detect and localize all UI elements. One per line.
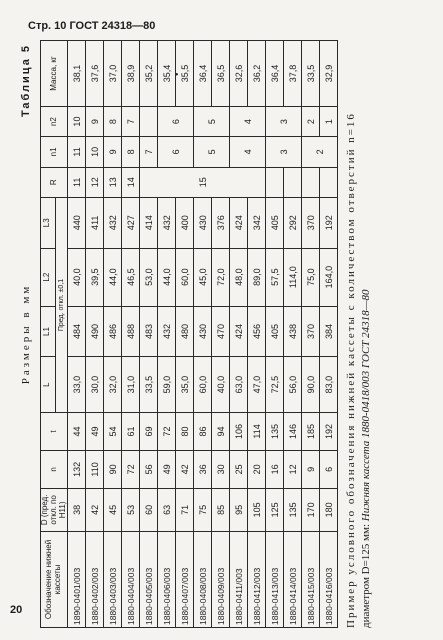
- table-row: [68, 41, 86, 628]
- col-header: D (пред. откл. по H11): [41, 488, 68, 531]
- table-cell: 35,5: [176, 41, 194, 107]
- table-cell: 11: [68, 137, 86, 167]
- table-cell: 30: [212, 450, 230, 488]
- table-cell: 44,0: [158, 248, 176, 306]
- table-cell: 38: [68, 488, 86, 531]
- table-cell: 20: [248, 450, 266, 488]
- table-cell: 135: [284, 488, 302, 531]
- tolerance-note: Пред. откл. ±0,1: [55, 197, 68, 412]
- table-cell: 45,0: [194, 248, 212, 306]
- cassette-designation-cell: 1880-0404/003: [122, 531, 140, 627]
- table-cell: 192: [320, 412, 338, 450]
- rotated-content: [20, 40, 432, 628]
- table-cell: 384: [320, 306, 338, 357]
- table-cell: 49: [158, 450, 176, 488]
- table-cell: 4: [230, 137, 266, 167]
- cassette-designation-cell: 1880-0411/003: [230, 531, 248, 627]
- table-cell: 432: [104, 197, 122, 248]
- caption-table-label: Таблица 5: [20, 44, 32, 118]
- table-cell: 59,0: [158, 357, 176, 413]
- table-header-row: [41, 41, 56, 628]
- table-cell: 83,0: [320, 357, 338, 413]
- table-cell: 35,0: [176, 357, 194, 413]
- table-row: [158, 41, 176, 628]
- table-cell: 411: [86, 197, 104, 248]
- table-cell: 37,0: [104, 41, 122, 107]
- table-cell: 490: [86, 306, 104, 357]
- table-cell: 9: [104, 137, 122, 167]
- table-cell: 414: [140, 197, 158, 248]
- table-cell: 39,5: [86, 248, 104, 306]
- table-cell: 7: [140, 137, 158, 167]
- table-cell: 36,4: [266, 41, 284, 107]
- table-cell: 75: [194, 488, 212, 531]
- page-number: 20: [10, 604, 23, 616]
- table-cell: 36,4: [194, 41, 212, 107]
- table-cell: 132: [68, 450, 86, 488]
- table-cell: 427: [122, 197, 140, 248]
- col-header: L2: [41, 248, 56, 306]
- table-cell: 15: [140, 167, 266, 197]
- col-header: Обозначение нижней кассеты: [41, 531, 68, 627]
- table-cell: 60,0: [194, 357, 212, 413]
- table-cell: 48,0: [230, 248, 248, 306]
- table-cell: 45: [104, 488, 122, 531]
- dimensions-table: [40, 40, 338, 628]
- table-cell: 2: [302, 106, 320, 136]
- table-cell: 94: [212, 412, 230, 450]
- table-cell: 1: [320, 106, 338, 136]
- cassette-designation-cell: 1890-0401/003: [68, 531, 86, 627]
- table-cell: 49: [86, 412, 104, 450]
- table-cell: 430: [194, 306, 212, 357]
- table-cell: 72,5: [266, 357, 284, 413]
- col-header: n1: [41, 137, 68, 167]
- table-cell: 35,4: [158, 41, 176, 107]
- cassette-designation-cell: 1880-0414/003: [284, 531, 302, 627]
- table-cell: 483: [140, 306, 158, 357]
- table-cell: 106: [230, 412, 248, 450]
- caption-row: [20, 40, 40, 628]
- table-cell: 40,0: [68, 248, 86, 306]
- table-cell: 105: [248, 488, 266, 531]
- table-cell: 486: [104, 306, 122, 357]
- cassette-designation-cell: 1880-0406/003: [158, 531, 176, 627]
- table-cell: 36,5: [212, 41, 230, 107]
- table-cell: [266, 167, 284, 197]
- table-cell: [140, 106, 158, 136]
- cassette-designation-cell: 1880-0412/003: [248, 531, 266, 627]
- col-header: n: [41, 450, 68, 488]
- table-cell: 56: [140, 450, 158, 488]
- table-row: [302, 41, 320, 628]
- table-cell: 12: [284, 450, 302, 488]
- table-cell: 185: [302, 412, 320, 450]
- cassette-designation-cell: 1880-0402/003: [86, 531, 104, 627]
- footer-line-2: [359, 40, 374, 628]
- table-cell: 180: [320, 488, 338, 531]
- table-cell: 30,0: [86, 357, 104, 413]
- table-cell: 480: [176, 306, 194, 357]
- table-cell: 376: [212, 197, 230, 248]
- table-cell: 86: [194, 412, 212, 450]
- table-cell: 16: [266, 450, 284, 488]
- footer-example: [344, 40, 374, 628]
- table-cell: 488: [122, 306, 140, 357]
- table-row: [122, 41, 140, 628]
- table-cell: 2: [302, 137, 338, 167]
- table-cell: 75,0: [302, 248, 320, 306]
- table-row: [230, 41, 248, 628]
- table-row: [104, 41, 122, 628]
- col-header: t: [41, 412, 68, 450]
- table-cell: 432: [158, 197, 176, 248]
- col-header: L1: [41, 306, 56, 357]
- table-cell: 32,0: [104, 357, 122, 413]
- table-cell: 342: [248, 197, 266, 248]
- table-cell: 46,5: [122, 248, 140, 306]
- table-cell: 114,0: [284, 248, 302, 306]
- table-cell: 8: [104, 106, 122, 136]
- table-cell: 37,6: [86, 41, 104, 107]
- table-cell: 71: [176, 488, 194, 531]
- footer-prefix: диаметром D=125 мм:: [360, 523, 373, 628]
- table-cell: 25: [230, 450, 248, 488]
- col-header: n2: [41, 106, 68, 136]
- table-cell: 440: [68, 197, 86, 248]
- table-cell: [284, 167, 302, 197]
- table-cell: 192: [320, 197, 338, 248]
- table-cell: 32,6: [230, 41, 248, 107]
- table-cell: 470: [212, 306, 230, 357]
- table-cell: 36,2: [248, 41, 266, 107]
- table-cell: 125: [266, 488, 284, 531]
- col-header: L: [41, 357, 56, 413]
- cassette-designation-cell: 1880-0407/003: [176, 531, 194, 627]
- table-cell: 33,5: [302, 41, 320, 107]
- table-cell: 85: [212, 488, 230, 531]
- table-cell: 60: [140, 488, 158, 531]
- table-cell: 438: [284, 306, 302, 357]
- table-cell: 370: [302, 306, 320, 357]
- table-cell: 5: [194, 137, 230, 167]
- table-cell: 405: [266, 306, 284, 357]
- table-cell: 44,0: [104, 248, 122, 306]
- col-header: R: [41, 167, 68, 197]
- table-cell: 9: [86, 106, 104, 136]
- table-cell: 164,0: [320, 248, 338, 306]
- table-row: [86, 41, 104, 628]
- table-cell: 90: [104, 450, 122, 488]
- table-cell: 69: [140, 412, 158, 450]
- table-cell: 10: [68, 106, 86, 136]
- footer-designation: Нижняя кассета 1880-0418/003 ГОСТ 24318—80: [360, 289, 373, 522]
- table-cell: 38,1: [68, 41, 86, 107]
- table-row: [320, 41, 338, 628]
- table-cell: 42: [176, 450, 194, 488]
- table-cell: 10: [86, 137, 104, 167]
- cassette-designation-cell: 1880-0416/003: [320, 531, 338, 627]
- table-cell: 114: [248, 412, 266, 450]
- table-cell: 72: [158, 412, 176, 450]
- table-cell: 37,8: [284, 41, 302, 107]
- table-row: [266, 41, 284, 628]
- col-header: L3: [41, 197, 56, 248]
- table-cell: 424: [230, 197, 248, 248]
- table-row: [194, 41, 212, 628]
- table-cell: 31,0: [122, 357, 140, 413]
- table-body: [68, 41, 338, 628]
- table-cell: 63,0: [230, 357, 248, 413]
- table-cell: 47,0: [248, 357, 266, 413]
- table-cell: 4: [230, 106, 266, 136]
- table-cell: 170: [302, 488, 320, 531]
- table-cell: [302, 167, 320, 197]
- table-cell: 484: [68, 306, 86, 357]
- table-cell: 12: [86, 167, 104, 197]
- table-cell: 90,0: [302, 357, 320, 413]
- table-cell: 7: [122, 106, 140, 136]
- table-cell: 6: [158, 137, 194, 167]
- table-cell: 400: [176, 197, 194, 248]
- page-header: Стр. 10 ГОСТ 24318—80: [28, 20, 156, 32]
- table-cell: 53,0: [140, 248, 158, 306]
- table-cell: 72,0: [212, 248, 230, 306]
- table-cell: 5: [194, 106, 230, 136]
- table-cell: 32,9: [320, 41, 338, 107]
- cassette-designation-cell: 1880-0413/003: [266, 531, 284, 627]
- print-dot: •: [175, 70, 179, 81]
- table-cell: 63: [158, 488, 176, 531]
- footer-line-1: Пример условного обозначения нижней кассеты с количеством отверстий n=16: [345, 112, 358, 628]
- table-cell: [320, 167, 338, 197]
- table-cell: 53: [122, 488, 140, 531]
- table-cell: 13: [104, 167, 122, 197]
- table-cell: 370: [302, 197, 320, 248]
- table-cell: 56,0: [284, 357, 302, 413]
- table-cell: 6: [158, 106, 194, 136]
- table-cell: 405: [266, 197, 284, 248]
- table-cell: 11: [68, 167, 86, 197]
- table-cell: 60,0: [176, 248, 194, 306]
- table-cell: 42: [86, 488, 104, 531]
- table-cell: 9: [302, 450, 320, 488]
- table-row: [140, 41, 158, 628]
- table-cell: 33,5: [140, 357, 158, 413]
- table-cell: 33,0: [68, 357, 86, 413]
- cassette-designation-cell: 1880-0405/003: [140, 531, 158, 627]
- table-cell: 61: [122, 412, 140, 450]
- table-cell: 54: [104, 412, 122, 450]
- table-cell: 89,0: [248, 248, 266, 306]
- table-cell: 44: [68, 412, 86, 450]
- table-cell: 135: [266, 412, 284, 450]
- cassette-designation-cell: 1880-0403/003: [104, 531, 122, 627]
- table-cell: 38,9: [122, 41, 140, 107]
- table-cell: 3: [266, 137, 302, 167]
- table-cell: 424: [230, 306, 248, 357]
- table-cell: 14: [122, 167, 140, 197]
- table-cell: 80: [176, 412, 194, 450]
- cassette-designation-cell: 1880-0415/003: [302, 531, 320, 627]
- table-cell: 292: [284, 197, 302, 248]
- cassette-designation-cell: 1880-0409/003: [212, 531, 230, 627]
- table-cell: 146: [284, 412, 302, 450]
- table-cell: 456: [248, 306, 266, 357]
- table-cell: 432: [158, 306, 176, 357]
- table-cell: 110: [86, 450, 104, 488]
- caption-dimensions: Размеры в мм: [20, 283, 32, 385]
- table-cell: 36: [194, 450, 212, 488]
- cassette-designation-cell: 1880-0408/003: [194, 531, 212, 627]
- table-cell: 8: [122, 137, 140, 167]
- table-cell: 3: [266, 106, 302, 136]
- table-cell: 95: [230, 488, 248, 531]
- table-cell: 35,2: [140, 41, 158, 107]
- table-cell: 6: [320, 450, 338, 488]
- table-cell: 40,0: [212, 357, 230, 413]
- table-cell: 430: [194, 197, 212, 248]
- table-cell: 57,5: [266, 248, 284, 306]
- table-cell: 72: [122, 450, 140, 488]
- col-header: Масса, кг: [41, 41, 68, 107]
